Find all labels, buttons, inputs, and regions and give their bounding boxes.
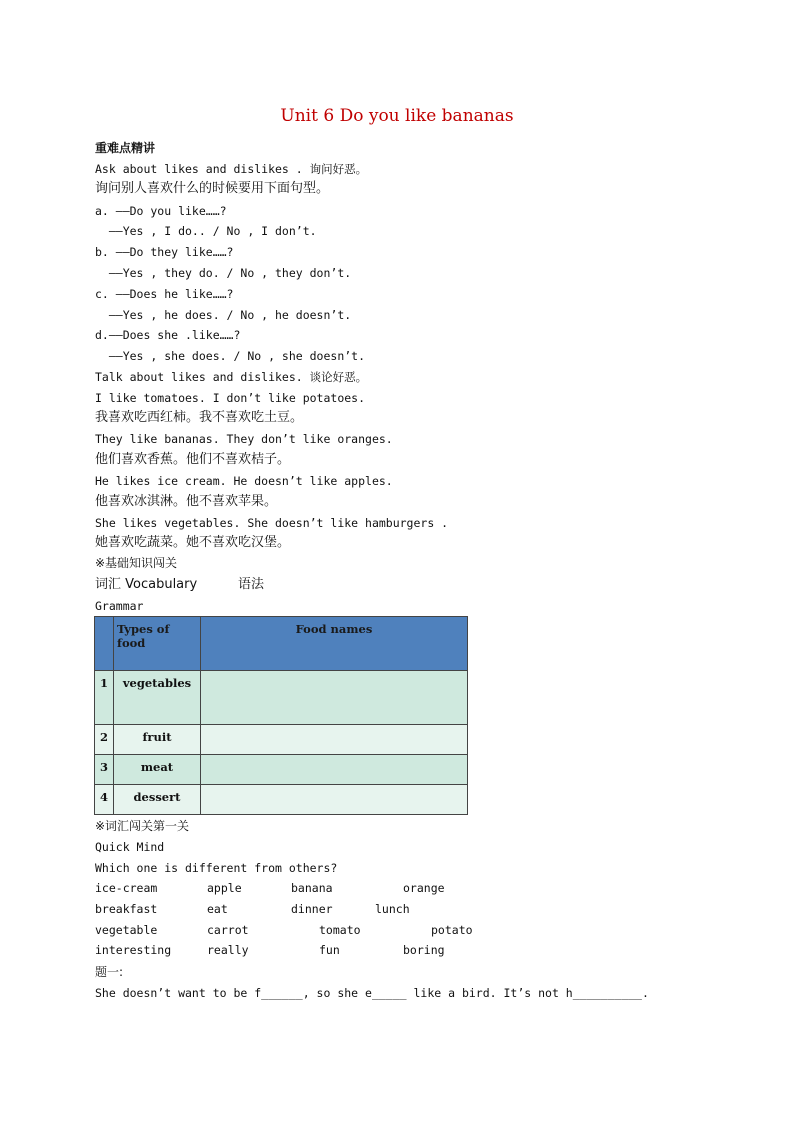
text-line: d.——Does she .like……? [95, 328, 241, 342]
table-header-cell: Food names [201, 617, 468, 671]
text-line: 词汇 Vocabulary [95, 577, 198, 592]
food-type: vegetables [114, 671, 201, 725]
text-line: a. ——Do you like……? [95, 204, 227, 218]
row-number: 2 [95, 725, 114, 755]
table-row [95, 725, 468, 755]
food-names-cell[interactable] [201, 671, 468, 725]
table-row [95, 671, 468, 725]
food-type: fruit [114, 725, 201, 755]
word-item: banana [291, 881, 333, 895]
text-line: Ask about likes and dislikes . 询问好恶。 [95, 162, 368, 176]
food-names-cell[interactable] [201, 725, 468, 755]
text-line: 她喜欢吃蔬菜。她不喜欢吃汉堡。 [95, 535, 291, 550]
text-line: They like bananas. They don’t like oranges. [95, 432, 393, 446]
text-line: 语法 [238, 577, 265, 592]
word-item: orange [403, 881, 445, 895]
text-line: He likes ice cream. He doesn’t like apples. [95, 474, 393, 488]
text-line: c. ——Does he like……? [95, 287, 234, 301]
question-text: She doesn’t want to be f______, so she e_____ like a bird. It’s not h__________. [95, 986, 649, 1000]
text-line: 他喜欢冰淇淋。他不喜欢苹果。 [95, 494, 278, 509]
word-item: dinner [291, 902, 333, 916]
text-line: Quick Mind [95, 840, 165, 854]
text-line: Which one is different from others? [95, 861, 338, 875]
word-item: ice-cream [95, 881, 158, 895]
text-line: She likes vegetables. She doesn’t like hamburgers . [95, 516, 449, 530]
text-line: I like tomatoes. I don’t like potatoes. [95, 391, 366, 405]
text-line: 他们喜欢香蕉。他们不喜欢桔子。 [95, 452, 291, 467]
word-item: potato [431, 923, 473, 937]
page-title: Unit 6 Do you like bananas [280, 106, 514, 126]
food-type: meat [114, 755, 201, 785]
word-item: eat [207, 902, 228, 916]
word-item: apple [207, 881, 242, 895]
text-line: 询问别人喜欢什么的时候要用下面句型。 [95, 181, 330, 196]
word-item: tomato [319, 923, 361, 937]
text-line: ※基础知识闯关 [95, 556, 178, 570]
row-number: 3 [95, 755, 114, 785]
section-heading: 重难点精讲 [95, 141, 156, 155]
food-type: dessert [114, 785, 201, 815]
food-table [94, 616, 468, 815]
text-line: ——Yes , I do.. / No , I don’t. [95, 224, 317, 238]
text-line: ——Yes , they do. / No , they don’t. [95, 266, 352, 280]
table-row [95, 755, 468, 785]
table-header-row [95, 617, 468, 671]
text-line: ※词汇闯关第一关 [95, 819, 190, 833]
table-row [95, 785, 468, 815]
word-item: fun [319, 943, 340, 957]
question-label: 题一: [95, 965, 124, 979]
text-line: b. ——Do they like……? [95, 245, 234, 259]
food-names-cell[interactable] [201, 755, 468, 785]
word-item: breakfast [95, 902, 158, 916]
word-item: boring [403, 943, 445, 957]
word-item: lunch [375, 902, 410, 916]
text-line: Grammar [95, 599, 144, 613]
text-line: ——Yes , he does. / No , he doesn’t. [95, 308, 352, 322]
word-item: interesting [95, 943, 172, 957]
word-item: vegetable [95, 923, 158, 937]
text-line: ——Yes , she does. / No , she doesn’t. [95, 349, 366, 363]
text-line: 我喜欢吃西红柿。我不喜欢吃土豆。 [95, 410, 304, 425]
word-item: carrot [207, 923, 249, 937]
text-line: Talk about likes and dislikes. 谈论好恶。 [95, 370, 368, 384]
table-header-cell [95, 617, 114, 671]
row-number: 1 [95, 671, 114, 725]
table-header-cell: Types of food [114, 617, 201, 671]
row-number: 4 [95, 785, 114, 815]
food-names-cell[interactable] [201, 785, 468, 815]
word-item: really [207, 943, 249, 957]
